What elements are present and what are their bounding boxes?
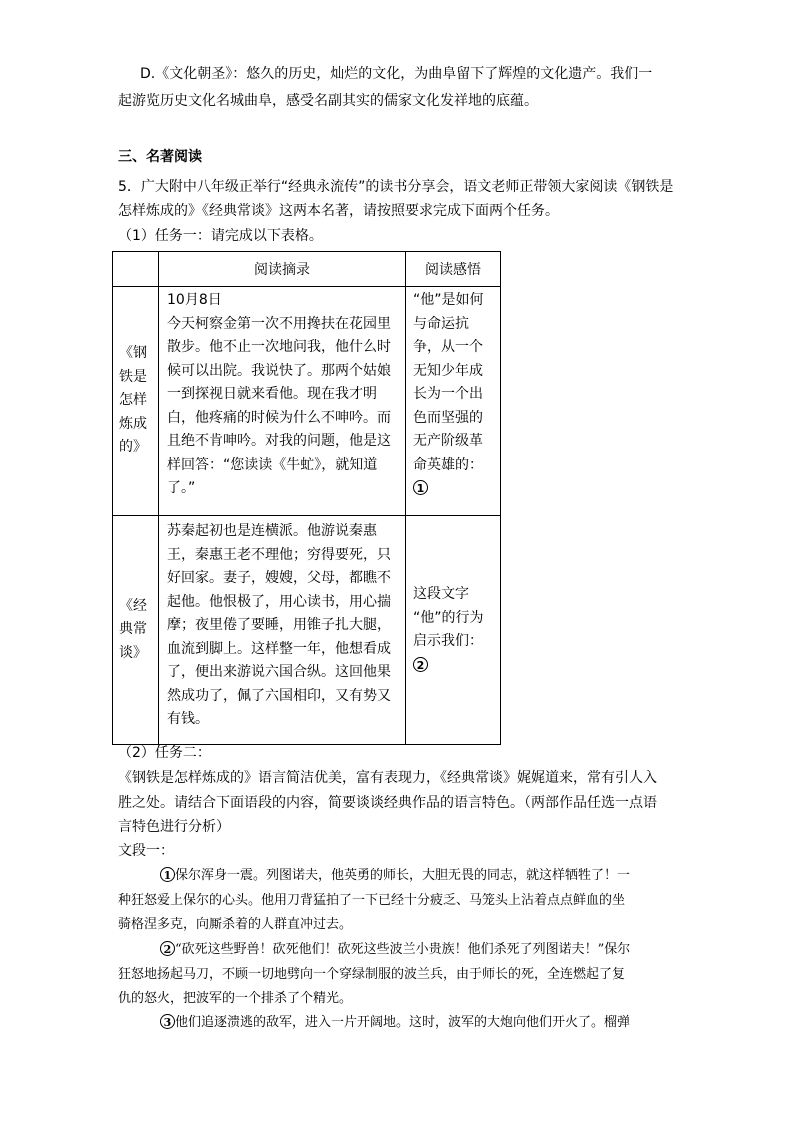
excerpt-line: 今天柯察金第一次不用搀扶在花园里	[167, 315, 391, 332]
book-title-line: 怎样	[119, 392, 147, 409]
book-title-cell	[113, 287, 159, 516]
reflection-line: 命英雄的：	[413, 456, 483, 473]
reflection-line: “他”是如何	[413, 292, 484, 308]
book-title-line: 《经	[119, 597, 147, 614]
book-title-line: 的》	[119, 439, 147, 456]
reflection-line: 与命运抗	[413, 315, 469, 332]
question-line-1: 5．广大附中八年级正举行“经典永流传”的读书分享会，语文老师正带领大家阅读《钢铁是	[118, 179, 674, 195]
passage-p1-line-1	[160, 866, 630, 886]
paragraph-marker-3: 3	[160, 1014, 175, 1029]
excerpt-line: 王，秦惠王老不理他；穷得要死，只	[167, 546, 391, 563]
reflection-line: 启示我们：	[413, 633, 483, 649]
table-row	[113, 516, 501, 745]
excerpt-line: 10月8日	[167, 292, 222, 308]
book-title-line: 炼成	[119, 415, 147, 432]
header-excerpt: 阅读摘录	[159, 252, 406, 287]
excerpt-line: 苏秦起初也是连横派。他游说秦惠	[167, 523, 377, 539]
excerpt-line: 一到探视日就来看他。现在我才明	[167, 386, 377, 402]
option-d-line-2: 起游览历史文化名城曲阜，感受名副其实的儒家文化发祥地的底蕴。	[118, 93, 538, 109]
book-title-line: 铁是	[119, 368, 147, 385]
reflection-cell	[406, 516, 501, 745]
reflection-line: 无知少年成	[413, 362, 483, 379]
blank-marker-1: 1	[413, 480, 428, 495]
excerpt-line: 摩；夜里倦了要睡，用锥子扎大腿，	[167, 617, 391, 633]
task-2-line-1: 《钢铁是怎样炼成的》语言简洁优美，富有表现力，《经典常谈》娓娓道来，常有引人入	[118, 770, 657, 786]
excerpt-line: 了，便出来游说六国合纵。这回他果	[167, 664, 391, 680]
book-title-line: 典常	[119, 621, 147, 638]
task-2-line-2: 胜之处。请结合下面语段的内容，简要谈谈经典作品的语言特色。（两部作品任选一点语	[118, 795, 657, 811]
excerpt-line: 候可以出院。我说快了。那两个姑娘	[167, 362, 391, 379]
question-line-2: 怎样炼成的》《经典常谈》这两本名著，请按照要求完成下面两个任务。	[118, 203, 559, 219]
excerpt-line: 有钱。	[167, 711, 209, 727]
passage-p2-line-2: 狂怒地扬起马刀，不顾一切地劈向一个穿绿制服的波兰兵，由于师长的死，全连燃起了复	[118, 967, 626, 982]
excerpt-line: 起他。他恨极了，用心读书，用心揣	[167, 593, 391, 610]
passage-text: “砍死这些野兽！砍死他们！砍死这些波兰小贵族！他们杀死了列图诺夫！”保尔	[175, 942, 631, 957]
passage-text: 保尔浑身一震。列图诺夫，他英勇的师长，大胆无畏的同志，就这样牺牲了！一	[175, 868, 631, 883]
table-header-row	[113, 252, 501, 287]
book-title-line: 谈》	[119, 644, 147, 661]
book-title-line: 《钢	[119, 345, 147, 362]
passage-p3-line-1	[160, 1013, 630, 1033]
segment-label: 文段一：	[118, 843, 174, 859]
section-heading: 三、名著阅读	[118, 149, 202, 165]
reflection-line: 长为一个出	[413, 386, 483, 402]
excerpt-line: 了。”	[167, 480, 196, 496]
paragraph-marker-2: 2	[160, 941, 175, 956]
excerpt-line: 血流到脚上。这样整一年，他想看成	[167, 640, 391, 657]
excerpt-line: 且绝不肯呻吟。对我的问题，他是这	[167, 433, 391, 449]
passage-p2-line-3: 仇的怒火，把波军的一个排杀了个精光。	[118, 991, 353, 1006]
reflection-line: 这段文字	[413, 586, 469, 602]
reflection-line: 无产阶级革	[413, 433, 483, 449]
task-2-line-3: 言特色进行分析）	[118, 819, 230, 835]
task-2-label: （2）任务二：	[118, 745, 211, 761]
reflection-line: 色而坚强的	[413, 409, 483, 426]
excerpt-line: 样回答：“您读读《牛虻》，就知道	[167, 456, 378, 473]
blank-marker-2: 2	[413, 657, 428, 672]
excerpt-line: 好回家。妻子，嫂嫂，父母，都瞧不	[167, 570, 391, 586]
reading-table	[112, 251, 501, 745]
header-empty-cell	[113, 252, 159, 287]
reflection-line: 争，从一个	[413, 339, 483, 355]
book-title-cell	[113, 516, 159, 745]
header-reflection: 阅读感悟	[406, 252, 501, 287]
excerpt-line: 然成功了，佩了六国相印，又有势又	[167, 687, 391, 704]
excerpt-cell	[159, 287, 406, 516]
passage-p1-line-3: 骑格涅多克，向厮杀着的人群直冲过去。	[118, 917, 353, 932]
option-d-line-1: D.《文化朝圣》：悠久的历史，灿烂的文化，为曲阜留下了辉煌的文化遗产。我们一	[140, 66, 653, 82]
reflection-line: “他”的行为	[413, 609, 484, 626]
passage-text: 他们追逐溃逃的敌军，进入一片开阔地。这时，波军的大炮向他们开火了。榴弹	[175, 1015, 631, 1030]
excerpt-line: 白，他疼痛的时候为什么不呻吟。而	[167, 409, 391, 426]
passage-p2-line-1	[160, 940, 630, 960]
excerpt-cell	[159, 516, 406, 745]
passage-p1-line-2: 种狂怒爱上保尔的心头。他用刀背猛拍了一下已经十分疲乏、马笼头上沾着点点鲜血的坐	[118, 893, 626, 908]
paragraph-marker-1: 1	[160, 867, 175, 882]
excerpt-line: 散步。他不止一次地问我，他什么时	[167, 339, 391, 355]
reflection-cell	[406, 287, 501, 516]
table-row	[113, 287, 501, 516]
task-1-label: （1）任务一：请完成以下表格。	[118, 228, 323, 244]
